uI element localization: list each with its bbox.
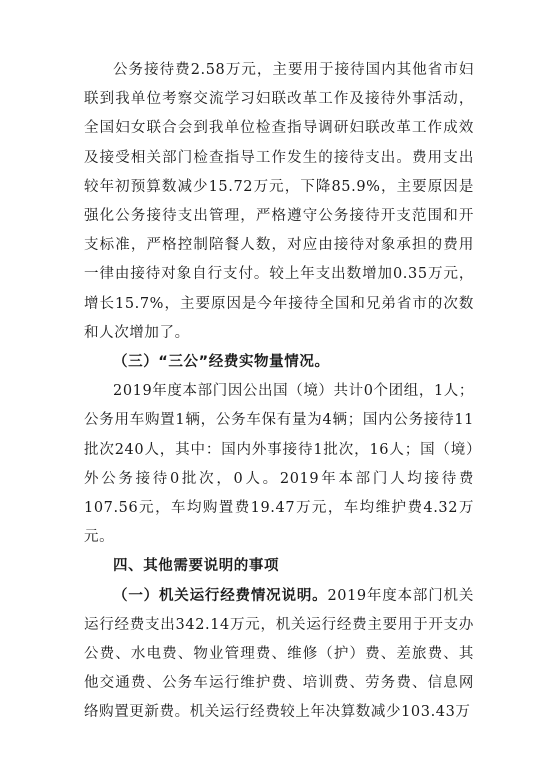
paragraph-operating-expense — [84, 582, 474, 728]
operating-expense-body: 2019年度本部门机关运行经费支出342.14万元，机关运行经费主要用于开支办公费、水电费、物业管理费、维修（护）费、差旅费、其他交通费、公务车运行维护费、培训费、劳务费、信息网络购置更新费。机关运行经费较上年决算数减少103.43万 — [84, 587, 474, 721]
operating-expense-lead: （一）机关运行经费情况说明。 — [113, 587, 328, 604]
heading-other-matters: 四、其他需要说明的事项 — [113, 558, 280, 575]
paragraph-reception-expense: 公务接待费2.58万元，主要用于接待国内其他省市妇联到我单位考察交流学习妇联改革工作及接待外事活动，全国妇女联合会到我单位检查指导调研妇联改革工作成效及接受相关部门检查指导工作发生的接待支出。费用支出较年初预算数减少15.72万元，下降85.9%，主要原因是强化公务接待支出管理，严格遵守公务接待开支范围和开支标准，严格控制陪餐人数，对应由接待对象承担的费用一律由接待对象自行支付。较上年支出数增加0.35万元，增长15.7%，主要原因是今年接待全国和兄弟省市的次数和人次增加了。 — [84, 62, 474, 341]
heading-three-public-quantity: （三）“三公”经费实物量情况。 — [113, 354, 330, 371]
document-page — [84, 56, 474, 728]
paragraph-quantity-details: 2019年度本部门因公出国（境）共计0个团组，1人；公务用车购置1辆，公务车保有量为4辆；国内公务接待11批次240人，其中：国内外事接待1批次，16人；国（境）外公务接待0批次，0人。2019年本部门人均接待费107.56元，车均购置费19.47万元，车均维护费4.32万元。 — [84, 383, 474, 546]
